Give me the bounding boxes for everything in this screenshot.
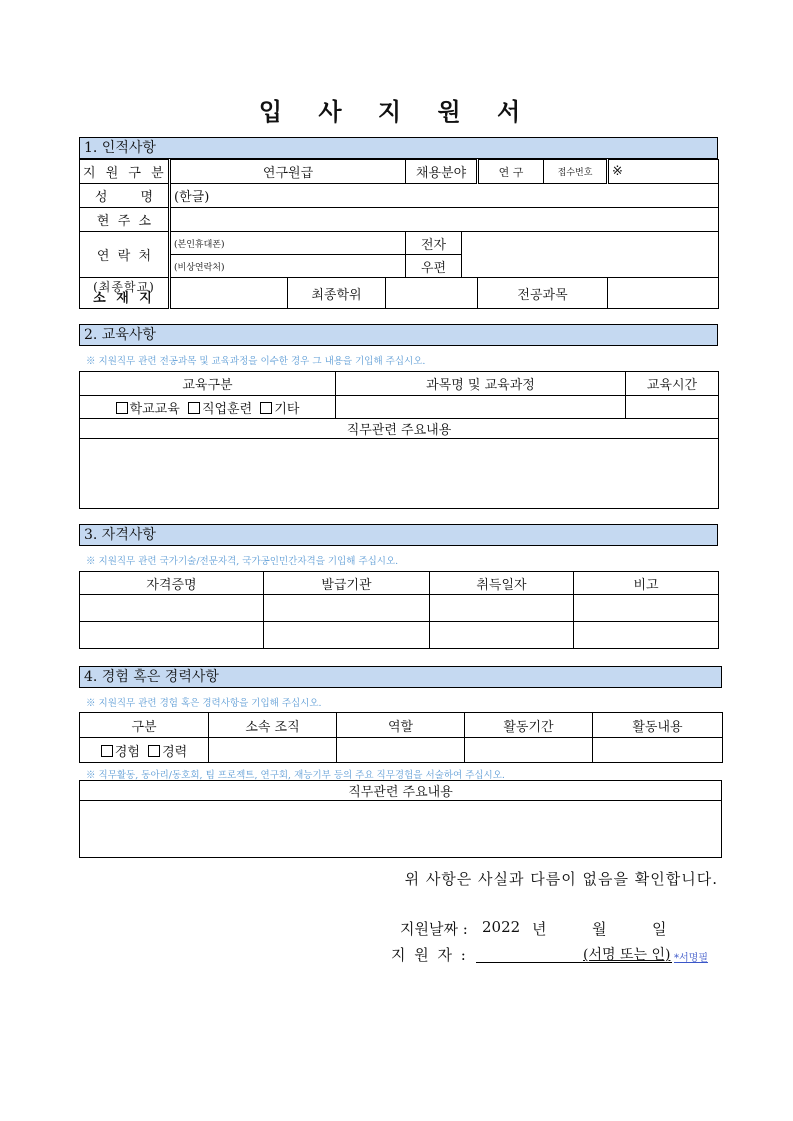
- mobile-field[interactable]: (본인휴대폰): [170, 232, 406, 255]
- receipt-label: 접수번호: [544, 160, 608, 184]
- table-cell[interactable]: [80, 622, 264, 649]
- emergency-field[interactable]: (비상연락처): [170, 255, 406, 278]
- confirmation-statement: 위 사항은 사실과 다름이 없음을 확인합니다.: [404, 870, 718, 888]
- page-title: 입 사 지 원 서: [258, 97, 535, 126]
- table-cell[interactable]: [264, 595, 430, 622]
- degree-label: 최종학위: [288, 278, 386, 309]
- education-job-content-label: 직무관련 주요내용: [80, 419, 719, 439]
- career-checkbox[interactable]: [148, 745, 160, 757]
- col-period: 활동기간: [465, 713, 593, 738]
- section-header-education: 2. 교육사항: [79, 324, 718, 346]
- other-checkbox[interactable]: [260, 402, 272, 414]
- table-cell[interactable]: [80, 595, 264, 622]
- vocational-checkbox[interactable]: [188, 402, 200, 414]
- email-postal-field[interactable]: [462, 232, 719, 278]
- signature-text: (서명 또는 인): [583, 947, 671, 963]
- table-cell[interactable]: [574, 622, 719, 649]
- opt-experience-label: 경험: [114, 744, 140, 760]
- col-issuer: 발급기관: [264, 572, 430, 595]
- date-year[interactable]: 2022: [482, 918, 521, 936]
- experience-table: [79, 712, 723, 763]
- name-label: 성 명: [80, 184, 170, 208]
- month-unit: 월: [592, 920, 607, 938]
- contact-label: 연 락 처: [80, 232, 170, 278]
- personal-info-table: [79, 159, 719, 309]
- day-unit: 일: [652, 920, 667, 938]
- field-value[interactable]: 연 구: [478, 160, 544, 184]
- applicant-label: 지 원 자 :: [391, 946, 468, 964]
- col-hours: 교육시간: [626, 372, 719, 396]
- table-cell[interactable]: [430, 595, 574, 622]
- section-header-experience: 4. 경험 혹은 경력사항: [79, 666, 722, 688]
- table-cell[interactable]: [264, 622, 430, 649]
- school-checkbox[interactable]: [116, 402, 128, 414]
- opt-vocational-label: 직업훈련: [201, 401, 253, 417]
- col-course: 과목명 및 교육과정: [336, 372, 626, 396]
- apply-type-value[interactable]: 연구원급: [170, 160, 406, 184]
- col-activity: 활동내용: [593, 713, 723, 738]
- table-cell[interactable]: [430, 622, 574, 649]
- school-field[interactable]: [170, 278, 288, 309]
- experience-kind-options: [80, 738, 209, 763]
- col-organization: 소속 조직: [209, 713, 337, 738]
- col-education-type: 교육구분: [80, 372, 336, 396]
- apply-type-label: 지 원 구 분: [80, 160, 170, 184]
- course-field[interactable]: [336, 396, 626, 419]
- receipt-mark: ※: [608, 160, 719, 184]
- postal-label: 우편: [406, 255, 462, 278]
- table-cell[interactable]: [465, 738, 593, 763]
- col-remarks: 비고: [574, 572, 719, 595]
- section-header-qualification: 3. 자격사항: [79, 524, 718, 546]
- table-cell[interactable]: [593, 738, 723, 763]
- opt-school-label: 학교교육: [129, 401, 180, 417]
- col-acquired-date: 취득일자: [430, 572, 574, 595]
- school-label-bottom: 소 재 지: [93, 291, 155, 306]
- date-label: 지원날짜 :: [400, 920, 468, 938]
- table-cell[interactable]: [209, 738, 337, 763]
- education-table: [79, 371, 719, 509]
- experience-job-content-label: 직무관련 주요내용: [80, 781, 722, 801]
- education-job-content-field[interactable]: [80, 439, 719, 509]
- school-label-top: (최종학교): [93, 280, 155, 294]
- opt-career-label: 경력: [162, 744, 188, 760]
- experience-job-content-field[interactable]: [80, 801, 722, 858]
- experience-note-2: ※ 직무활동, 동아리/동호회, 팀 프로젝트, 연구회, 재능기부 등의 주요 직무경험을 서술하여 주십시오.: [86, 770, 505, 781]
- email-label: 전자: [406, 232, 462, 255]
- experience-content-table: [79, 780, 722, 858]
- col-role: 역할: [337, 713, 465, 738]
- year-unit: 년: [532, 920, 547, 938]
- degree-field[interactable]: [386, 278, 478, 309]
- education-note: ※ 지원직무 관련 전공과목 및 교육과정을 이수한 경우 그 내용을 기입해 주십시오.: [86, 356, 426, 367]
- major-field[interactable]: [608, 278, 719, 309]
- col-cert-name: 자격증명: [80, 572, 264, 595]
- hours-field[interactable]: [626, 396, 719, 419]
- name-field[interactable]: (한글): [170, 184, 719, 208]
- qualification-note: ※ 지원직무 관련 국가기술/전문자격, 국가공인민간자격을 기입해 주십시오.: [86, 556, 399, 567]
- col-kind: 구분: [80, 713, 209, 738]
- experience-note: ※ 지원직무 관련 경험 혹은 경력사항을 기입해 주십시오.: [86, 698, 322, 709]
- qualification-table: [79, 571, 719, 649]
- section-header-personal: 1. 인적사항: [79, 137, 718, 159]
- experience-checkbox[interactable]: [101, 745, 113, 757]
- table-cell[interactable]: [337, 738, 465, 763]
- field-label: 채용분야: [406, 160, 478, 184]
- address-label: 현 주 소: [80, 208, 170, 232]
- address-field[interactable]: [170, 208, 719, 232]
- opt-other-label: 기타: [274, 401, 300, 417]
- education-type-options: [80, 396, 336, 419]
- table-cell[interactable]: [574, 595, 719, 622]
- school-label: [80, 278, 170, 309]
- major-label: 전공과목: [478, 278, 608, 309]
- signature-note: *서명필: [674, 953, 708, 964]
